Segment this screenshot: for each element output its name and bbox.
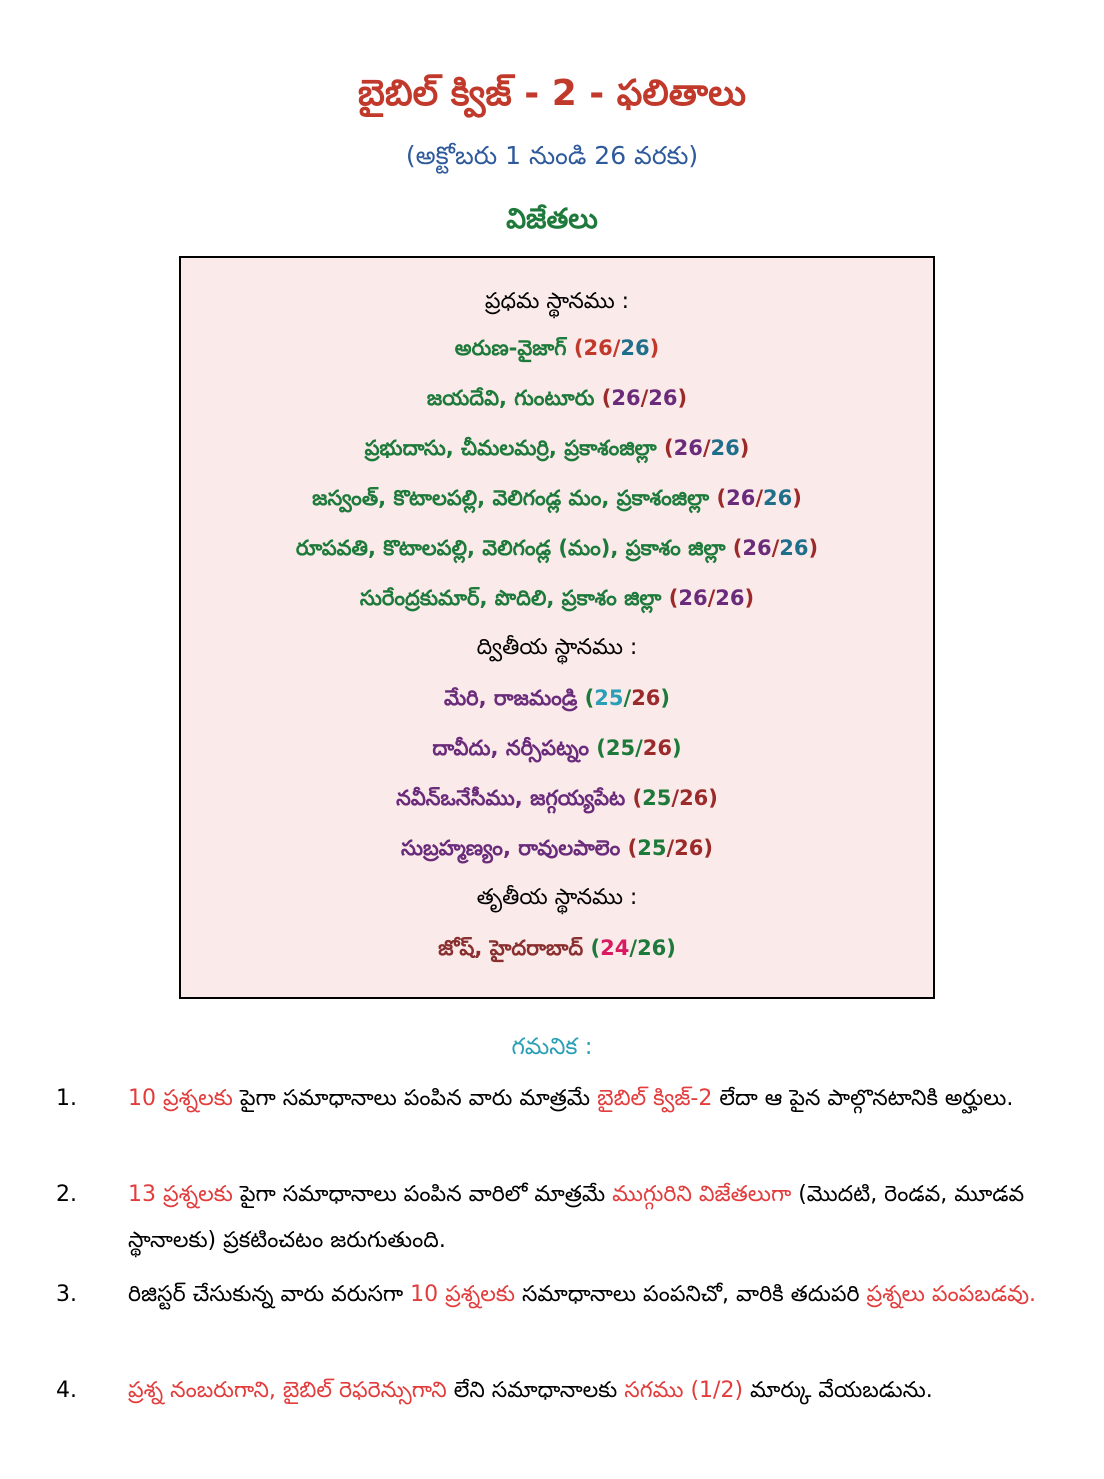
score-total: 26: [674, 836, 704, 860]
note-number: 3.: [56, 1282, 77, 1307]
score-total: 26: [631, 686, 661, 710]
winner-name: జయదేవి, గుంటూరు: [426, 386, 595, 410]
score-obtained: 25: [605, 736, 636, 760]
winner-row: మేరి, రాజమండ్రి (25/26): [443, 686, 671, 710]
winner-row: జస్వంత్, కొటాలపల్లి, వెలిగండ్ల మం, ప్రకాశంజిల్లా (26/26): [312, 486, 802, 510]
winner-name: సుబ్రహ్మణ్యం, రావులపాలెం: [401, 836, 621, 860]
score-obtained: 26: [673, 436, 703, 460]
score-total: 26: [642, 736, 673, 760]
score-obtained: 26: [611, 386, 641, 410]
score-obtained: 26: [742, 536, 772, 560]
score-obtained: 25: [642, 786, 672, 810]
score-total: 26: [620, 336, 650, 360]
winner-row: నవీన్ఒనేసీము, జగ్గయ్యపేట (25/26): [396, 786, 718, 810]
winner-name: సురేంద్రకుమార్, పొదిలి, ప్రకాశం జిల్లా: [359, 586, 662, 610]
note-number: 2.: [56, 1182, 77, 1207]
first-place-heading: ప్రధమ స్థానము :: [484, 289, 630, 314]
score-obtained: 25: [594, 686, 624, 710]
date-range: (అక్టోబరు 1 నుండి 26 వరకు): [405, 141, 699, 170]
score-obtained: 26: [678, 586, 708, 610]
note-number: 4.: [56, 1378, 77, 1403]
winner-name: జస్వంత్, కొటాలపల్లి, వెలిగండ్ల మం, ప్రకాశంజిల్లా: [312, 486, 710, 510]
score-obtained: 26: [726, 486, 756, 510]
winner-name: దావీదు, నర్సీపట్నం: [432, 736, 589, 760]
score-total: 26: [710, 436, 740, 460]
score-total: 26: [779, 536, 809, 560]
note-text: ప్రశ్న నంబరుగాని, బైబిల్ రెఫరెన్సుగాని లేని సమాధానాలకు సగము (1/2) మార్కు వేయబడును.: [128, 1378, 933, 1403]
winners-box: [179, 256, 935, 999]
winner-row: జయదేవి, గుంటూరు (26/26): [426, 386, 688, 410]
score-total: 26: [648, 386, 678, 410]
winner-name: రూపవతి, కొటాలపల్లి, వెలిగండ్ల (మం), ప్రకాశం జిల్లా: [295, 536, 726, 560]
page-title: బైబిల్ క్విజ్ - 2 - ఫలితాలు: [357, 73, 747, 114]
winner-row: జోష్, హైదరాబాద్ (24/26): [438, 936, 676, 960]
note-text: 13 ప్రశ్నలకు పైగా సమాధానాలు పంపిన వారిలో మాత్రమే ముగ్గురిని విజేతలుగా (మొదటి, రెండవ, మూడవ స్థానాలకు) ప్రకటించటం జరుగుతుంది.: [128, 1182, 1025, 1253]
winner-name: నవీన్ఒనేసీము, జగ్గయ్యపేట: [396, 786, 626, 810]
score-obtained: 26: [583, 336, 613, 360]
winner-row: రూపవతి, కొటాలపల్లి, వెలిగండ్ల (మం), ప్రకాశం జిల్లా (26/26): [295, 536, 819, 560]
winner-name: మేరి, రాజమండ్రి: [443, 686, 578, 710]
winner-name: అరుణ-వైజాగ్: [454, 336, 567, 360]
winner-row: సుబ్రహ్మణ్యం, రావులపాలెం (25/26): [401, 836, 713, 860]
winner-row: ప్రభుదాసు, చీమలమర్రి, ప్రకాశంజిల్లా (26/26): [364, 436, 750, 460]
score-total: 26: [637, 936, 667, 960]
score-total: 26: [762, 486, 793, 510]
winners-heading: విజేతలు: [506, 202, 598, 235]
notes-heading: గమనిక :: [511, 1034, 593, 1060]
score-obtained: 24: [600, 936, 630, 960]
winner-name: ప్రభుదాసు, చీమలమర్రి, ప్రకాశంజిల్లా: [364, 436, 657, 460]
score-obtained: 25: [637, 836, 667, 860]
third-place-heading: తృతీయ స్థానము :: [476, 885, 638, 910]
winner-name: జోష్, హైదరాబాద్: [438, 936, 584, 960]
note-number: 1.: [56, 1086, 77, 1111]
winner-row: సురేంద్రకుమార్, పొదిలి, ప్రకాశం జిల్లా (26/26): [359, 586, 755, 610]
winner-row: అరుణ-వైజాగ్ (26/26): [454, 336, 660, 360]
score-total: 26: [679, 786, 709, 810]
note-text: రిజిస్టర్ చేసుకున్న వారు వరుసగా 10 ప్రశ్నలకు సమాధానాలు పంపనిచో, వారికి తదుపరి ప్రశ్నలు పంపబడవు.: [128, 1282, 1037, 1307]
winner-row: దావీదు, నర్సీపట్నం (25/26): [432, 736, 682, 760]
score-total: 26: [715, 586, 745, 610]
note-text: 10 ప్రశ్నలకు పైగా సమాధానాలు పంపిన వారు మాత్రమే బైబిల్ క్విజ్-2 లేదా ఆ పైన పాల్గొనటానికి అర్హులు.: [128, 1086, 1014, 1111]
second-place-heading: ద్వితీయ స్థానము :: [476, 635, 638, 660]
